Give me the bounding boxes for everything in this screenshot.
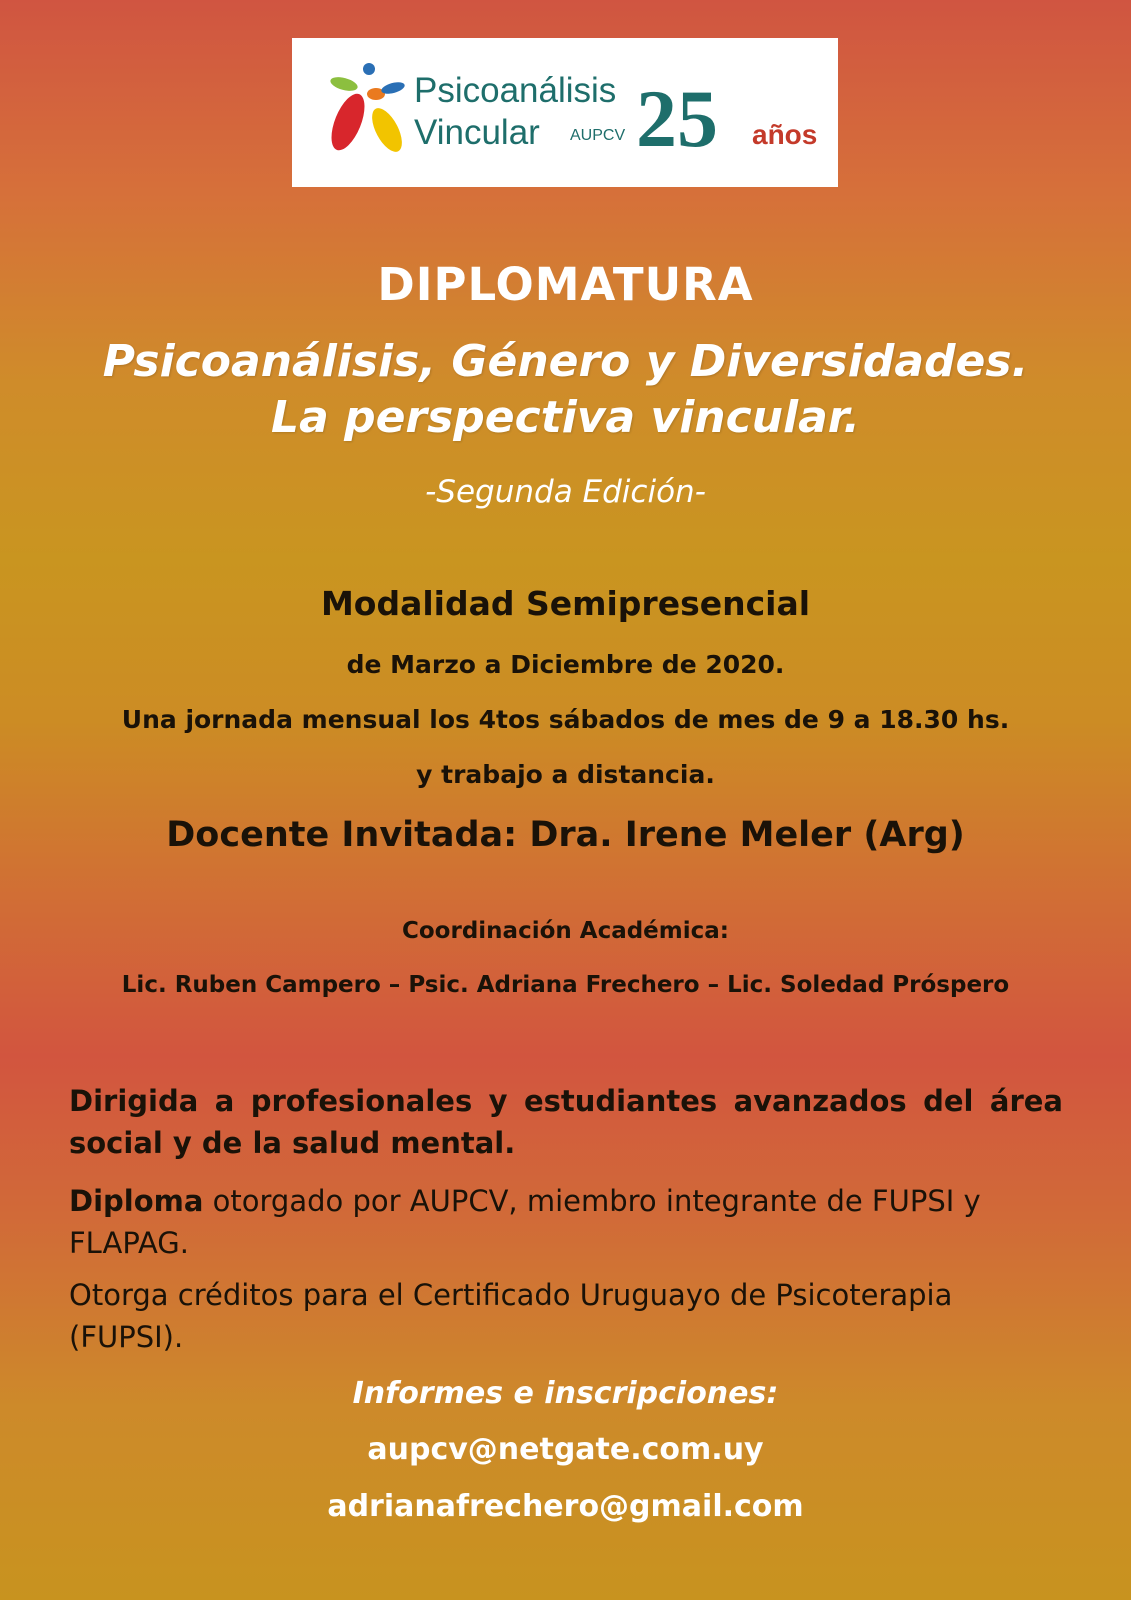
email-link-2[interactable]: adrianafrechero@gmail.com: [327, 1489, 804, 1524]
modality: Modalidad Semipresencial: [320, 584, 811, 623]
coordination-names: Lic. Ruben Campero – Psic. Adriana Frechero – Lic. Soledad Próspero: [121, 972, 1010, 998]
logo-line1: Psicoanálisis: [414, 71, 617, 110]
edition-label: -Segunda Edición-: [425, 474, 706, 510]
logo-line2: Vincular: [414, 113, 540, 152]
contact-label: Informes e inscripciones:: [352, 1376, 779, 1411]
diploma-bold: Diploma: [69, 1184, 204, 1218]
guest-teacher: Docente Invitada: Dra. Irene Meler (Arg): [166, 815, 965, 855]
subtitle-line-2: La perspectiva vincular.: [271, 392, 860, 443]
remote-work: y trabajo a distancia.: [416, 760, 715, 789]
flower-icon: [325, 63, 408, 156]
subtitle-line-1: Psicoanálisis, Género y Diversidades.: [102, 336, 1029, 387]
schedule: Una jornada mensual los 4tos sábados de mes de 9 a 18.30 hs.: [121, 705, 1010, 734]
coordination-label: Coordinación Académica:: [402, 918, 729, 944]
diploma-text: [69, 1180, 1063, 1264]
credits-text: Otorga créditos para el Certificado Uruguayo de Psicoterapia (FUPSI).: [69, 1278, 953, 1354]
logo-org: AUPCV: [570, 127, 626, 144]
logo-graphic: [292, 38, 838, 187]
page-title: DIPLOMATURA: [377, 258, 754, 311]
logo: [292, 38, 838, 187]
diploma-rest: otorgado por AUPCV, miembro integrante de FUPSI y FLAPAG.: [69, 1184, 981, 1260]
audience-text: Dirigida a profesionales y estudiantes avanzados del área social y de la salud mental.: [69, 1084, 1063, 1160]
logo-years: años: [752, 119, 818, 150]
email-link-1[interactable]: aupcv@netgate.com.uy: [367, 1432, 764, 1467]
dates: de Marzo a Diciembre de 2020.: [346, 650, 785, 679]
logo-number: 25: [636, 73, 718, 164]
